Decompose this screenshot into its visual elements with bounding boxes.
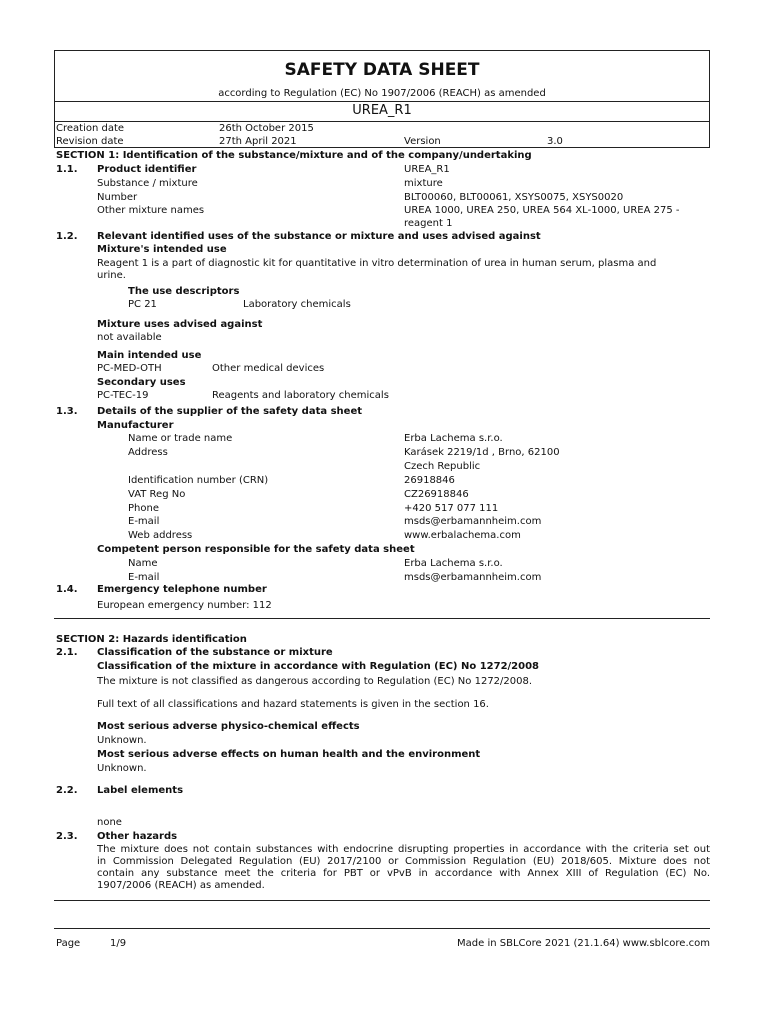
competent-email-label: E-mail [128,572,160,583]
label-elements-value: none [97,817,122,828]
heading-identified-uses: Relevant identified uses of the substance or mixture and uses advised against [97,231,541,242]
num-2-1: 2.1. [56,647,78,658]
heading-classification-regulation: Classification of the mixture in accordance with Regulation (EC) No 1272/2008 [97,661,540,672]
email-value: msds@erbamannheim.com [404,516,542,527]
health-effects-value: Unknown. [97,763,147,774]
number-value: BLT00060, BLT00061, XSYS0075, XSYS0020 [404,192,624,203]
competent-name-value: Erba Lachema s.r.o. [404,558,503,569]
document-subtitle: according to Regulation (EC) No 1907/2006 (REACH) as amended [218,88,546,99]
other-names-value-line1: UREA 1000, UREA 250, UREA 564 XL-1000, UREA 275 - [404,205,680,216]
other-hazards-line2: in Commission Delegated Regulation (EU) 2017/2100 or Commission Regulation (EU) 2018/605. Mixture does not [97,856,710,867]
heading-health-effects: Most serious adverse effects on human health and the environment [97,749,481,760]
footer-divider [54,928,710,929]
other-hazards-line1: The mixture does not contain substances with endocrine disrupting properties in accordance with the criteria set out [97,844,710,855]
heading-main-intended-use: Main intended use [97,350,202,361]
num-2-2: 2.2. [56,785,78,796]
num-2-3: 2.3. [56,831,78,842]
crn-value: 26918846 [404,475,455,486]
footer-made-in: Made in SBLCore 2021 (21.1.64) www.sblcore.com [457,938,710,949]
address-value-line2: Czech Republic [404,461,481,472]
version-value: 3.0 [547,136,563,147]
address-label: Address [128,447,168,458]
header-divider-2 [54,121,710,122]
number-label: Number [97,192,138,203]
document-title: SAFETY DATA SHEET [284,60,480,80]
physico-chemical-value: Unknown. [97,735,147,746]
main-use-code: PC-MED-OTH [97,363,162,374]
num-1-3: 1.3. [56,406,78,417]
heading-label-elements: Label elements [97,785,184,796]
other-hazards-line3: contain any substance meet the criteria for PBT or vPvB in accordance with Annex XIII of Regulation (EC) No. [97,868,710,879]
version-label: Version [404,136,441,147]
revision-date-label: Revision date [56,136,124,147]
section-2-title: SECTION 2: Hazards identification [56,634,247,645]
web-value: www.erbalachema.com [404,530,521,541]
secondary-use-value: Reagents and laboratory chemicals [212,390,389,401]
other-names-value-line2: reagent 1 [404,218,453,229]
heading-product-identifier: Product identifier [97,164,197,175]
competent-email-value: msds@erbamannheim.com [404,572,542,583]
emergency-phone-value: European emergency number: 112 [97,600,272,611]
creation-date-label: Creation date [56,123,125,134]
uses-advised-against-value: not available [97,332,162,343]
classification-text: The mixture is not classified as dangerous according to Regulation (EC) No 1272/2008. [97,676,533,687]
footer-page-label: Page [56,938,81,949]
heading-secondary-uses: Secondary uses [97,377,186,388]
crn-label: Identification number (CRN) [128,475,269,486]
heading-intended-use: Mixture's intended use [97,244,227,255]
intended-use-text-line2: urine. [97,270,126,281]
intended-use-text-line1: Reagent 1 is a part of diagnostic kit for quantitative in vitro determination of urea in human serum, plasma and [97,258,657,269]
num-1-4: 1.4. [56,584,78,595]
main-use-value: Other medical devices [212,363,325,374]
heading-other-hazards: Other hazards [97,831,178,842]
header-divider [54,101,710,102]
heading-supplier-details: Details of the supplier of the safety data sheet [97,406,363,417]
creation-date-value: 26th October 2015 [219,123,314,134]
heading-use-descriptors: The use descriptors [128,286,240,297]
footer-page-number: 1/9 [110,938,127,949]
web-label: Web address [128,530,193,541]
substance-mixture-value: mixture [404,178,443,189]
heading-uses-advised-against: Mixture uses advised against [97,319,263,330]
heading-emergency-phone: Emergency telephone number [97,584,267,595]
heading-manufacturer: Manufacturer [97,420,174,431]
section-1-title: SECTION 1: Identification of the substance/mixture and of the company/undertaking [56,150,532,161]
other-names-label: Other mixture names [97,205,205,216]
revision-date-value: 27th April 2021 [219,136,297,147]
vat-value: CZ26918846 [404,489,469,500]
descriptor-value: Laboratory chemicals [243,299,351,310]
num-1-2: 1.2. [56,231,78,242]
phone-value: +420 517 077 111 [404,503,499,514]
secondary-use-code: PC-TEC-19 [97,390,149,401]
competent-name-label: Name [128,558,158,569]
vat-label: VAT Reg No [128,489,186,500]
phone-label: Phone [128,503,159,514]
num-1-1: 1.1. [56,164,78,175]
trade-name-value: Erba Lachema s.r.o. [404,433,503,444]
email-label: E-mail [128,516,160,527]
heading-classification: Classification of the substance or mixture [97,647,333,658]
heading-physico-chemical: Most serious adverse physico-chemical effects [97,721,360,732]
product-name: UREA_R1 [352,103,412,118]
substance-mixture-label: Substance / mixture [97,178,198,189]
descriptor-code: PC 21 [128,299,157,310]
bottom-divider [54,900,710,901]
other-hazards-line4: 1907/2006 (REACH) as amended. [97,880,265,891]
address-value-line1: Karásek 2219/1d , Brno, 62100 [404,447,560,458]
product-identifier-value: UREA_R1 [404,164,450,175]
trade-name-label: Name or trade name [128,433,233,444]
classification-fulltext-note: Full text of all classifications and hazard statements is given in the section 16. [97,699,489,710]
section-divider [54,618,710,619]
heading-competent-person: Competent person responsible for the safety data sheet [97,544,415,555]
